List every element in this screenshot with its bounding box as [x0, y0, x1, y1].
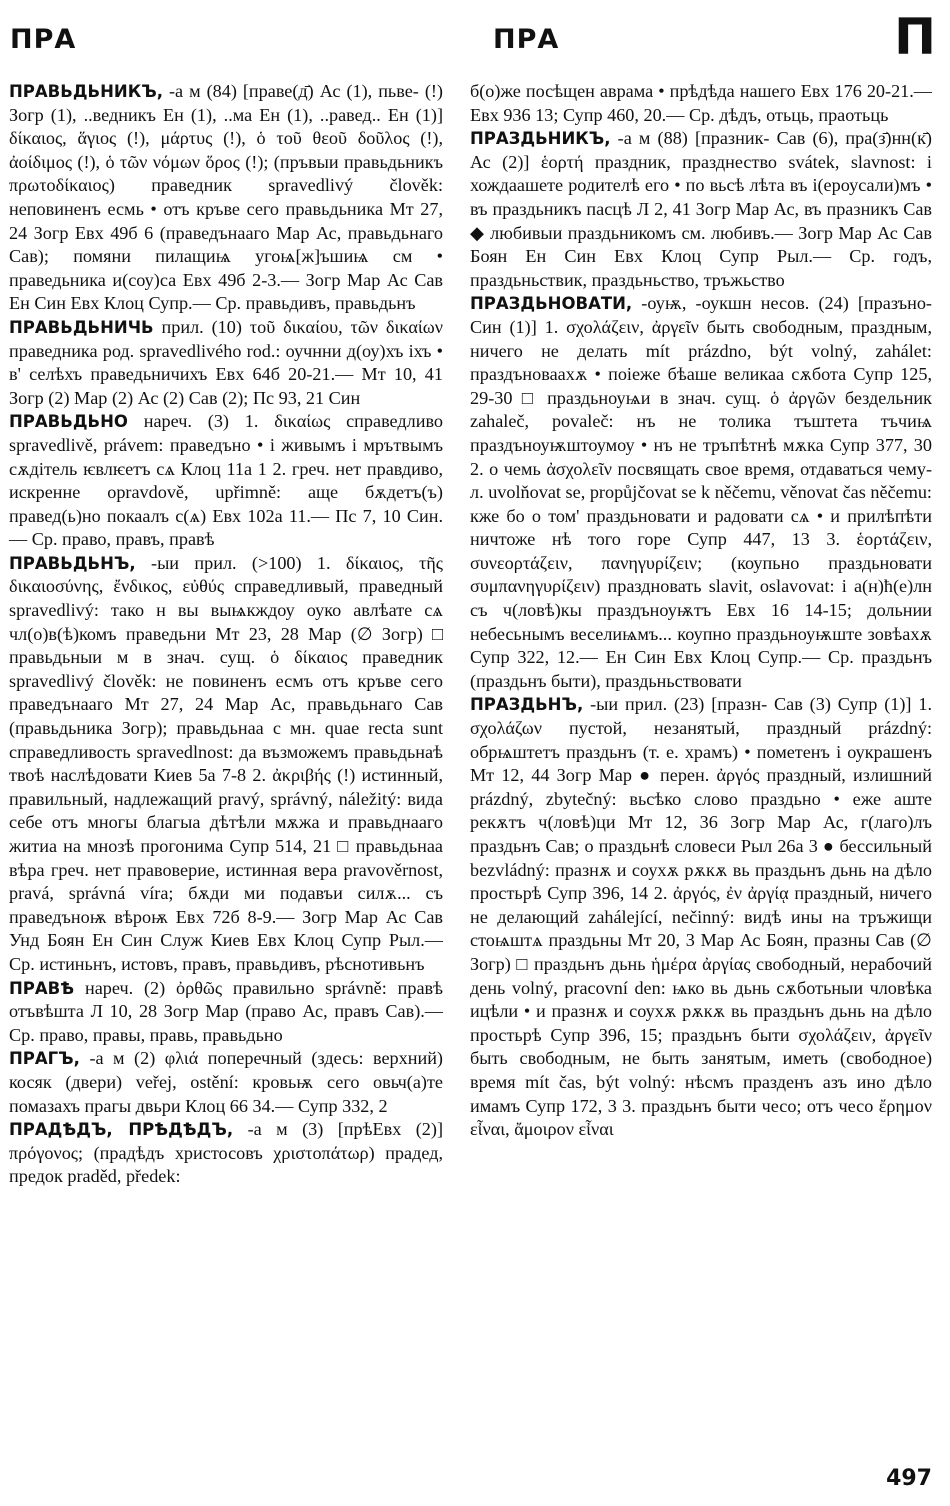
dictionary-entry — [9, 977, 443, 1048]
entry-body: -а м (88) [празник- Сав (6), пра(з̄)нн(к̄) Ас (2)] ἑορτή праздник, празднество svátek, slavnost: і хождаашете родителѣ его • по вьсѣ лѣта въ і(ероусали)мъ • въ праздьникъ пасцѣ Л 2, 41 Зогр Мар Ас, въ празникъ Сав ◆ любивыи праздьникомъ см. любивъ.— Зогр Мар Ас Сав Боян Ен Син Евх Клоц Супр Рыл.— Ср. годъ, праздьньствик, праздьньство, тръжьство — [470, 128, 932, 290]
dictionary-entry — [470, 292, 932, 693]
headword: ПРАВЬДЬНЪ, — [9, 553, 136, 573]
left-column — [9, 80, 443, 1189]
headword: ПРАГЪ, — [9, 1049, 80, 1069]
dictionary-entry — [9, 410, 443, 552]
dictionary-entry — [470, 127, 932, 292]
headword: ПРАВЬДЬНИКЪ, — [9, 82, 163, 101]
entry-body: -ыи прил. (23) [празн- Сав (3) Супр (1)] 1. σχολάζων пустой, незанятый, праздный prázdný: обрѩштетъ праздьнъ (т. е. храмъ) • пометенъ і оукрашенъ Мт 12, 44 Зогр Мар ● перен. ἀργός праздный, излишний prázdný, zbytečný: вьсѣко слово праздьно • еже аште рекѫтъ ч(ловѣ)ци Мт 12, 36 Зогр Мар Ас, г(лаго)лъ праздьнъ Сав; о праздьнѣ словеси Рыл 26а 3 ● бессильный bezvládný: празнѫ и соухѫ рѫкѫ вь праздьнъ дьнь на дѣло простьрѣ Супр 396, 14 2. ἀργός, ἐν ἀργίᾳ праздный, ничего не делающий zahálející, nečinný: видѣ ины на тръжищи стоѩштѧ праздьны Мт 20, 3 Мар Ас Боян, празны Сав (∅ Зогр) □ праздьнъ дьнь ἡμέρα ἀργίας свободный, нерабочий день volný, pracovní den: ѩко вь дьнь сѫботьныи чловѣка ицѣли • и празнѫ и соухѫ рѫкѫ вь праздьнъ дьнь на дѣло простьрѣ Супр 396, 15; праздьнъ быти σχολάζειν, ἀργεῖν быть свободным, не быть занятым, иметь (свободное) время mít čas, být volný: нѣсмъ празденъ азъ ино дѣло имамъ Супр 172, 3 3. праздьнъ быти чесо; отъ чесо ἔρημον εἶναι, ἄμοιρον εἶναι — [470, 694, 932, 1140]
dictionary-entry — [9, 316, 443, 410]
entry-body: нареч. (2) ὀρθῶς правильно správně: правѣ отъвѣшта Л 10, 28 Зогр Мар (право Ас, правъ Сав).— Ср. право, правы, правь, правьдьно — [9, 977, 443, 1045]
dictionary-entry — [9, 552, 443, 977]
page-number: 497 — [886, 1466, 932, 1491]
headword: ПРАЗДЬНЪ, — [470, 695, 584, 715]
dictionary-entry — [9, 1118, 443, 1189]
entry-body: нареч. (3) 1. δικαίως справедливо spravedlivě, právem: праведъно • і живымъ і мрътвымъ сѫдітель ѥвлѥетъ сѧ Клоц 11а 1 2. греч. нет правдиво, искренне opravdově, upřimně: аще бѫдетъ(ъ) правед(ь)но покаалъ с(ѧ) Евх 102а 11.— Пс 7, 10 Син.— Ср. право, правъ, правѣ — [9, 411, 443, 550]
headword: ПРАЗДЬНИКЪ, — [470, 129, 611, 149]
entry-body: -ыи прил. (>100) 1. δίκαιος, τῆς δικαιοσύνης, ἔνδικος, εὐθύς справедливый, праведный spravedlivý: тако н вы выѩкждоу оуко авлѣате сѧ чл(о)в(ѣ)комъ праведьни Мт 23, 28 Мар (∅ Зогр) □ правьдьныи м в знач. сущ. ὁ δίκαιος праведник spravedlivý člověk: не повиненъ есмъ отъ кръве сего праведънааго Мт 27, 24 Мар Ас, правьдьнаго Сав (правьдьника Зогр); правьдьнаа с мн. quae recta sunt справедливость spravedlnost: да възможемъ правьдьнаѣ твоѣ наслѣдовати Киев 5а 7-8 2. ἀκριβής (!) истинный, правильный, надлежащий pravý, správný, náležitý: вида себе отъ многы благыа дѣтѣли мѫжа и правьднааго житиа на мнозѣ прогонима Супр 514, 21 □ правьдьнаа вѣра греч. нет правоверие, истинная вера pravověrnost, pravá, správná víra; бѫди ми подавъи силѫ... съ праведъноѭ вѣроѭ Евх 72б 8-9.— Зогр Мар Ас Сав Унд Боян Ен Син Служ Киев Евх Клоц Супр Рыл.— Ср. истиньнъ, истовъ, правъ, правьдивъ, рѣснотивьнъ — [9, 552, 443, 974]
entry-body: -а м (84) [праве(д̄) Ас (1), пьве- (!) Зогр (1), ..ведникъ Ен (1), ..ма Ен (1), ..равед.. Ен (1)] δίκαιος, ἅγιος (!), μάρτυς (!), ὁ τοῦ θεοῦ δοῦλος (!), ἀοίδιμος (!), ὁ τῶν νόμων ὅρος (!); (пръвыи правьдьникъ πρωτοδίκαιος) праведник spravedlivý člověk: неповиненъ есмь • отъ кръве сего правьдьника Мт 27, 24 Зогр Евх 49б 6 (праведънааго Мар Ас, правьдьнаго Сав); помяни пилащиѩ угоѩ[ж]ъшиѩ см • праведьника и(соу)са Евх 49б 2-3.— Зогр Мар Ас Сав Ен Син Евх Клоц Супр.— Ср. правьдивъ, правьдьнъ — [9, 81, 443, 314]
dictionary-entry — [470, 693, 932, 1141]
entry-body: б(о)же посѣщен аврама • прѣдѣда нашего Евх 176 20-21.— Евх 936 13; Супр 460, 20.— Ср. дѣдъ, отьць, праотьць — [470, 81, 932, 125]
entry-body: -оуѭ, -оукшн несов. (24) [празъно- Син (1)] 1. σχολάζειν, ἀργεῖν быть свободным, праздным, ничего не делать mít prázdno, být volný, zahálet: праздъноваахѫ • поіеже бѣаше великаа сѫбота Супр 125, 29-30 □ праздьноуѩи в знач. сущ. ὁ ἀργῶν бездельник zahaleč, povaleč: нъ не толика тъштета тъчиѩ праздъноуѭштоумоу • нъ не тръпѣтнѣ мѫка Супр 377, 30 2. о чемь ἀσχολεῖν посвящать свое время, отдаваться чему-л. uvolňovat se, propůjčovat se k něčemu, věnovat čas něčemu: кже бо о том' праздьновати и радовати сѧ • и прилѣпѣти ничтоже нѣ того горе Супр 447, 13 3. ἑορτάζειν, συνεορτάζειν, πανηγυρίζειν; (коупьно праздьновати συμπανηγυρίζειν) праздновать slavit, oslavovat: і а(н)ћ(е)лн съ ч(ловѣ)кы праздъноуѭтъ Евх 16 14-15; дольнии небесьнымъ веселиѩмъ... коупно праздьноуѭште зовѣахѫ Супр 322, 12.— Ен Син Евх Клоц Супр.— Ср. праздьнъ (праздьнъ быти), праздьньствовати — [470, 293, 932, 691]
entry-body: -а м (2) φλιά поперечный (здесь: верхний) косяк (двери) veřej, ostění: кровьѭ сего овьч(а)те помазахъ прагы двьри Клоц 66 34.— Супр 332, 2 — [9, 1048, 443, 1116]
right-column — [470, 80, 932, 1142]
headword: ПРАДѢДЪ, ПРѢДѢДЪ, — [9, 1120, 234, 1140]
entry-body: -а м (3) [прѣЕвх (2)] πρόγονος; (прадѣдъ христосовъ χριστοπάτωρ) прадед, предок praděd, předek: — [9, 1119, 443, 1187]
dictionary-entry — [9, 80, 443, 316]
page-header — [0, 0, 950, 70]
headword: ПРАВЬДЬНИЧЬ — [9, 317, 154, 337]
dictionary-entry — [470, 80, 932, 127]
headword: ПРАВЬДЬНО — [9, 412, 128, 432]
dictionary-entry — [9, 1047, 443, 1118]
headword: ПРАВѢ — [9, 978, 75, 998]
headword: ПРАЗДЬНОВАТИ, — [470, 294, 633, 314]
entry-body: прил. (10) τοῦ δικαίου, τῶν δικαίων праведника род. spravedlivého rod.: оучнни д(оу)хъ іхъ • в' селѣхъ праведьничихъ Евх 64б 20-21.— Мт 10, 41 Зогр (2) Мар (2) Ас (2) Сав (2); Пс 93, 21 Син — [9, 316, 443, 408]
running-head-center: ПРА — [493, 24, 560, 55]
running-head-left: ПРА — [10, 24, 77, 55]
section-letter: П — [894, 8, 936, 66]
